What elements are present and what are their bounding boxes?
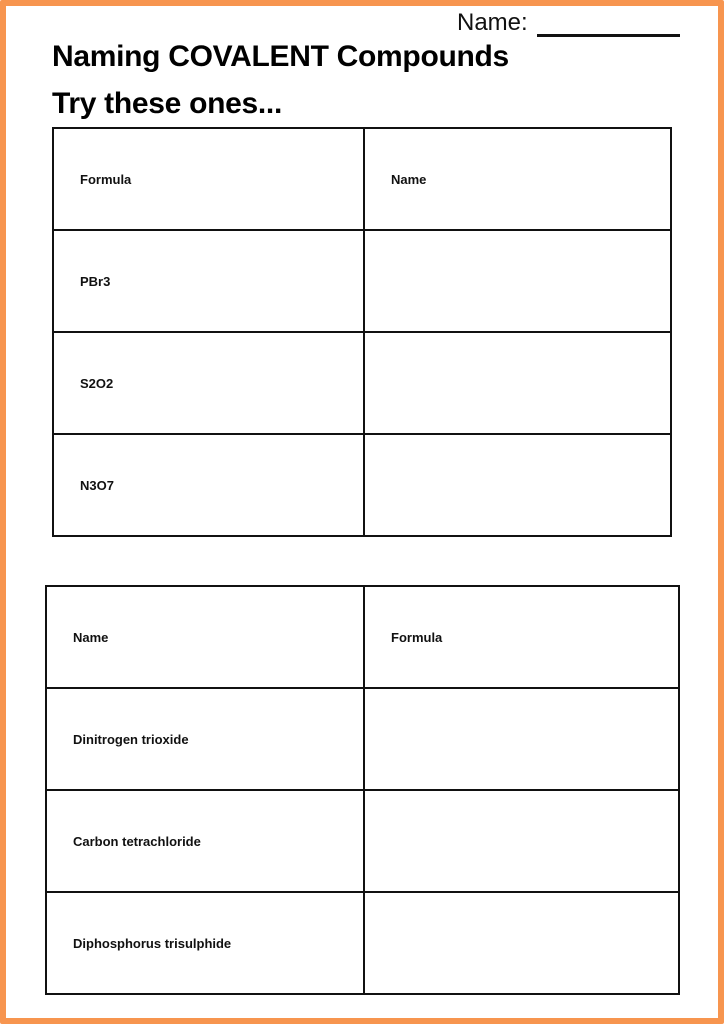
answer-cell[interactable] bbox=[364, 688, 679, 790]
name-to-formula-table bbox=[45, 585, 680, 995]
answer-cell[interactable] bbox=[364, 230, 671, 332]
table-row bbox=[46, 892, 679, 994]
header-cell: Formula bbox=[53, 128, 364, 230]
name-label: Name: bbox=[457, 9, 528, 36]
table-row bbox=[46, 688, 679, 790]
answer-cell[interactable] bbox=[364, 892, 679, 994]
table-row bbox=[53, 332, 671, 434]
table-header-row bbox=[46, 586, 679, 688]
table-row bbox=[46, 790, 679, 892]
table-row bbox=[53, 434, 671, 536]
answer-cell[interactable] bbox=[364, 332, 671, 434]
formula-cell: PBr3 bbox=[53, 230, 364, 332]
name-cell: Dinitrogen trioxide bbox=[46, 688, 364, 790]
answer-cell[interactable] bbox=[364, 434, 671, 536]
name-answer-line[interactable] bbox=[537, 34, 680, 37]
header-cell: Name bbox=[46, 586, 364, 688]
table-row bbox=[53, 230, 671, 332]
answer-cell[interactable] bbox=[364, 790, 679, 892]
header-cell: Name bbox=[364, 128, 671, 230]
table-header-row bbox=[53, 128, 671, 230]
page-subtitle: Try these ones... bbox=[52, 87, 282, 120]
name-cell: Carbon tetrachloride bbox=[46, 790, 364, 892]
formula-to-name-table bbox=[52, 127, 672, 537]
page-title: Naming COVALENT Compounds bbox=[52, 40, 509, 73]
formula-cell: S2O2 bbox=[53, 332, 364, 434]
name-cell: Diphosphorus trisulphide bbox=[46, 892, 364, 994]
formula-cell: N3O7 bbox=[53, 434, 364, 536]
header-cell: Formula bbox=[364, 586, 679, 688]
